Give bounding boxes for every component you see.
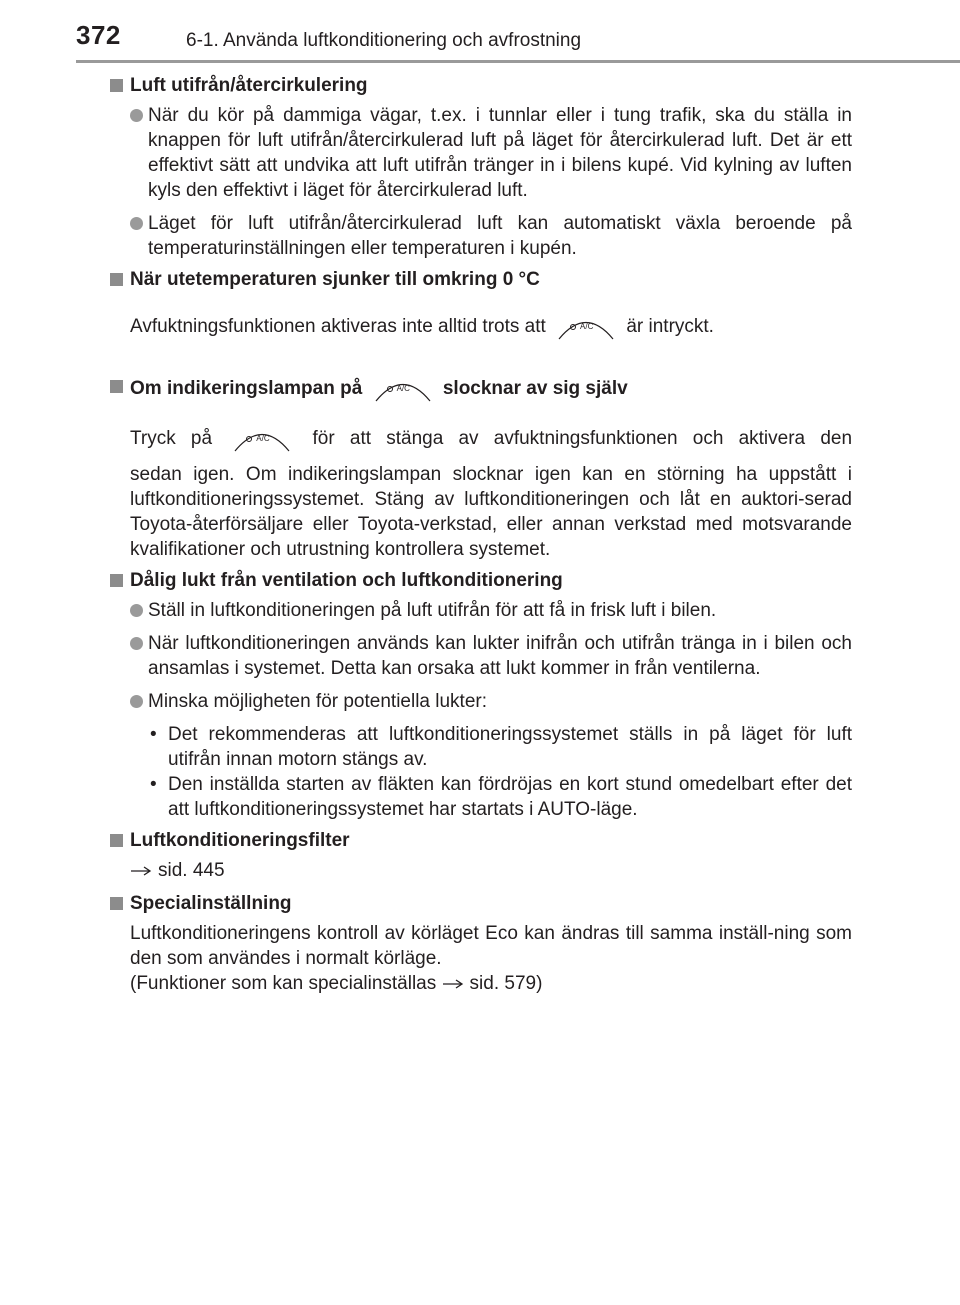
square-bullet-icon bbox=[110, 380, 123, 393]
paragraph-text: sedan igen. Om indikeringslampan slocknar igen kan en störning ha uppstått i luftkonditioneringssystemet. Stäng av luftkonditioneringen och låt en auktori-serad Toyota-återförsäljare eller Toyota-verkstad, eller annan verkstad med motsvarande kvalifikationer och utrustning kontrollera systemet. bbox=[130, 464, 852, 560]
arrow-right-icon bbox=[442, 971, 464, 996]
sub-list-item bbox=[110, 722, 852, 772]
bullet-text: När du kör på dammiga vägar, t.ex. i tunnlar eller i tung trafik, ska du ställa in knappen för luft utifrån/återcirkulerad luft på läget för återcirkulerad luft. Det är ett effektivt sätt att undvika att luft utifrån tränger in i bilens kupé. Vid kylning av luften kyls den effektivt i läget för återcirkulerad luft. bbox=[148, 105, 852, 201]
square-bullet-icon bbox=[110, 897, 123, 910]
paragraph-customization bbox=[110, 921, 852, 971]
list-item bbox=[110, 103, 852, 203]
square-bullet-icon bbox=[110, 574, 123, 587]
heading-text: Dålig lukt från ventilation och luftkonditionering bbox=[130, 570, 563, 591]
ac-label: A/C bbox=[256, 434, 270, 443]
bullet-text: När luftkonditioneringen används kan lukter inifrån och utifrån tränga in i bilen och ansamlas i systemet. Detta kan orsaka att lukt kommer in från ventilerna. bbox=[148, 633, 852, 679]
circle-bullet-icon bbox=[130, 109, 143, 122]
arrow-right-icon bbox=[130, 858, 152, 883]
indicator-light-icon bbox=[570, 324, 576, 330]
heading-text: Luftkonditioneringsfilter bbox=[130, 830, 350, 851]
paragraph-text: (Funktioner som kan specialinställas bbox=[130, 973, 437, 994]
ac-label: A/C bbox=[580, 322, 594, 331]
list-item bbox=[110, 598, 852, 623]
heading-indicator-off bbox=[110, 374, 852, 402]
heading-text: Luft utifrån/återcirkulering bbox=[130, 75, 368, 96]
section-title: 6-1. Använda luftkonditionering och avfrostning bbox=[186, 30, 582, 51]
paragraph-text: Tryck på bbox=[130, 428, 213, 449]
paragraph-press-ac bbox=[110, 424, 852, 452]
sub-item-text: Den inställda starten av fläkten kan fördröjas en kort stund omedelbart efter det att luftkonditioneringssystemet har startats i AUTO-läge. bbox=[168, 774, 852, 820]
heading-air-recirculation bbox=[110, 73, 852, 98]
ac-label: A/C bbox=[396, 384, 410, 393]
paragraph-indicator-fault bbox=[110, 462, 852, 562]
page-reference-link[interactable]: sid. 445 bbox=[158, 860, 225, 881]
square-bullet-icon bbox=[110, 79, 123, 92]
page-header bbox=[0, 0, 960, 62]
header-rule bbox=[76, 60, 960, 63]
heading-text: När utetemperaturen sjunker till omkring 0 °C bbox=[130, 269, 540, 290]
paragraph-text: är intryckt. bbox=[626, 316, 714, 337]
heading-bad-smell bbox=[110, 568, 852, 593]
ac-button-icon bbox=[374, 374, 432, 402]
heading-text: Specialinställning bbox=[130, 893, 292, 914]
heading-customization bbox=[110, 891, 852, 916]
list-item bbox=[110, 211, 852, 261]
heading-outside-temp bbox=[110, 267, 852, 292]
circle-bullet-icon bbox=[130, 695, 143, 708]
heading-text: slocknar av sig själv bbox=[442, 378, 628, 399]
page-number: 372 bbox=[76, 20, 121, 50]
bullet-dot-icon: • bbox=[150, 774, 157, 795]
heading-ac-filter bbox=[110, 828, 852, 853]
heading-text: Om indikeringslampan på bbox=[130, 378, 363, 399]
bullet-text: Läget för luft utifrån/återcirkulerad luft kan automatiskt växla beroende på temperaturinställningen eller temperaturen i kupén. bbox=[148, 213, 852, 259]
list-item bbox=[110, 689, 852, 714]
paragraph-text: för att stänga av avfuktningsfunktionen och aktivera den bbox=[312, 428, 853, 449]
circle-bullet-icon bbox=[130, 217, 143, 230]
paragraph-dehumidify bbox=[110, 312, 852, 340]
square-bullet-icon bbox=[110, 273, 123, 286]
reference-filter bbox=[110, 858, 852, 883]
list-item bbox=[110, 631, 852, 681]
sub-item-text: Det rekommenderas att luftkonditioneringssystemet ställs in på läget för luft utifrån innan motorn stängs av. bbox=[168, 724, 852, 770]
paragraph-customization-ref bbox=[110, 971, 852, 996]
paragraph-text: Avfuktningsfunktionen aktiveras inte alltid trots att bbox=[130, 316, 546, 337]
sub-list-item bbox=[110, 772, 852, 822]
bullet-text: Ställ in luftkonditioneringen på luft utifrån för att få in frisk luft i bilen. bbox=[148, 600, 717, 621]
bullet-dot-icon: • bbox=[150, 724, 157, 745]
indicator-light-icon bbox=[387, 386, 393, 392]
bullet-text: Minska möjligheten för potentiella lukter: bbox=[148, 691, 488, 712]
paragraph-text: Luftkonditioneringens kontroll av körläget Eco kan ändras till samma inställ-ning som den som användes i normalt körläge. bbox=[130, 923, 852, 969]
page-reference-link[interactable]: sid. 579) bbox=[469, 973, 543, 994]
page-content bbox=[110, 73, 852, 996]
circle-bullet-icon bbox=[130, 637, 143, 650]
ac-button-icon bbox=[557, 312, 615, 340]
square-bullet-icon bbox=[110, 834, 123, 847]
ac-button-icon bbox=[233, 424, 291, 452]
circle-bullet-icon bbox=[130, 604, 143, 617]
